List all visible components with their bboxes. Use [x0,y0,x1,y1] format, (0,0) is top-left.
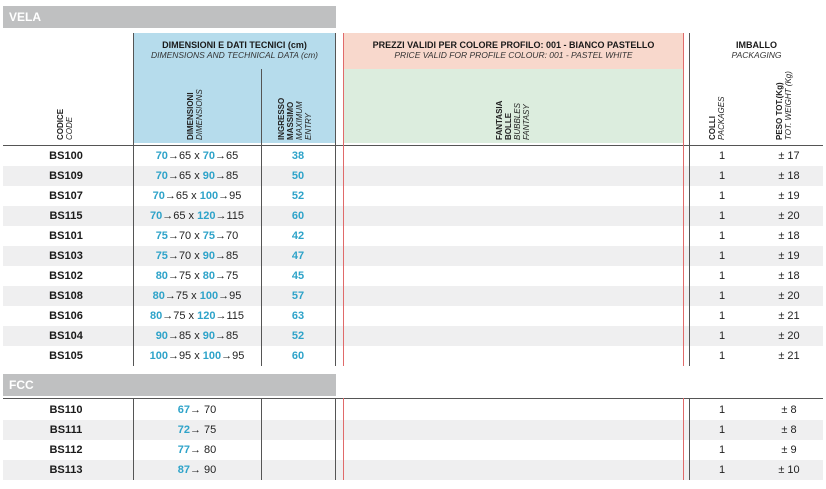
code-cell: BS106 [49,310,83,322]
col-line-4 [689,33,690,366]
peso-cell: ± 20 [778,290,800,302]
colli-header: COLLI PACKAGES [708,96,726,140]
dimensions-cell: 70→65 x 70→65 [155,150,239,162]
table-row [3,346,823,366]
col-line-2 [261,69,262,366]
code-cell: BS105 [49,350,83,362]
colli-cell: 1 [718,350,726,362]
fcc-col-line-2 [261,398,262,480]
dimensions-cell: 80→75 x 100→95 [152,290,242,302]
entry-cell: 52 [291,190,305,202]
fantasia-header: FANTASIA BOLLE BUBBLES FANTASY [495,100,531,140]
dimensions-title: DIMENSIONI E DATI TECNICI (cm) [162,40,307,50]
dimensions-cell: 87→ 90 [177,464,217,476]
colli-cell: 1 [718,310,726,322]
table-row [3,266,823,286]
dimensions-cell: 75→70 x 75→70 [155,230,239,242]
entry-cell: 47 [291,250,305,262]
peso-cell: ± 18 [778,170,800,182]
code-cell: BS111 [49,424,83,436]
colli-cell: 1 [718,250,726,262]
colli-cell: 1 [718,190,726,202]
price-subtitle: PRICE VALID FOR PROFILE COLOUR: 001 - PASTEL WHITE [394,50,633,60]
price-header [344,33,683,69]
colli-cell: 1 [718,444,726,456]
code-cell: BS112 [49,444,83,456]
fcc-col-line-3 [335,398,336,480]
fcc-col-line-red-2 [683,398,684,480]
peso-cell: ± 21 [778,350,800,362]
fcc-col-line-4 [689,398,690,480]
peso-cell: ± 19 [778,190,800,202]
dimensions-subtitle: DIMENSIONS AND TECHNICAL DATA (cm) [150,50,319,60]
code-cell: BS110 [49,404,83,416]
code-cell: BS113 [49,464,83,476]
code-cell: BS115 [49,210,83,222]
code-cell: BS101 [49,230,83,242]
dimensions-cell: 90→85 x 90→85 [155,330,239,342]
peso-cell: ± 19 [778,250,800,262]
colli-cell: 1 [718,464,726,476]
table-row [3,460,823,480]
entry-cell: 45 [291,270,305,282]
entry-cell: 50 [291,170,305,182]
entry-cell: 42 [291,230,305,242]
dimensions-cell: 72→ 75 [177,424,217,436]
table-row [3,400,823,420]
section-header-fcc: FCC [3,374,336,396]
packaging-header [690,33,823,69]
codice-header: CODICE CODE [56,108,74,140]
table-row [3,440,823,460]
table-row [3,206,823,226]
packaging-title: IMBALLO [736,40,777,50]
dimensions-cell: 70→65 x 100→95 [152,190,242,202]
colli-cell: 1 [718,270,726,282]
table-row [3,226,823,246]
dimensions-cell: 80→75 x 80→75 [155,270,239,282]
table-row [3,246,823,266]
peso-header: PESO TOT.(Kg) TOT. WEIGHT (Kg) [775,71,793,140]
code-cell: BS102 [49,270,83,282]
peso-cell: ± 20 [778,210,800,222]
colli-cell: 1 [718,404,726,416]
code-cell: BS100 [49,150,83,162]
peso-cell: ± 9 [781,444,797,456]
code-cell: BS104 [49,330,83,342]
peso-cell: ± 18 [778,270,800,282]
entry-cell: 60 [291,210,305,222]
entry-cell: 63 [291,310,305,322]
table-row [3,286,823,306]
dimensions-cell: 80→75 x 120→115 [149,310,244,322]
col-line-3 [335,33,336,366]
code-cell: BS103 [49,250,83,262]
dimensions-cell: 67→ 70 [177,404,217,416]
dimensions-cell: 77→ 80 [177,444,217,456]
table-row [3,326,823,346]
table-row [3,420,823,440]
entry-cell: 60 [291,350,305,362]
col-line-1 [133,33,134,366]
peso-cell: ± 21 [778,310,800,322]
peso-cell: ± 8 [781,424,797,436]
price-title: PREZZI VALIDI PER COLORE PROFILO: 001 - BIANCO PASTELLO [372,40,655,50]
peso-cell: ± 8 [781,404,797,416]
entry-cell: 57 [291,290,305,302]
colli-cell: 1 [718,330,726,342]
dimensions-cell: 70→65 x 90→85 [155,170,239,182]
dimensioni-header: DIMENSIONI DIMENSIONS [186,89,204,140]
code-cell: BS108 [49,290,83,302]
packaging-subtitle: PACKAGING [731,50,782,60]
peso-cell: ± 10 [778,464,800,476]
colli-cell: 1 [718,230,726,242]
col-line-red-1 [343,33,344,366]
peso-cell: ± 20 [778,330,800,342]
fcc-divider [3,398,823,399]
ingresso-header: INGRESSO MASSIMO MAXIMUM ENTRY [277,97,313,140]
code-cell: BS109 [49,170,83,182]
fcc-col-line-1 [133,398,134,480]
colli-cell: 1 [718,290,726,302]
dimensions-header [134,33,335,69]
colli-cell: 1 [718,150,726,162]
peso-cell: ± 18 [778,230,800,242]
col-line-red-2 [683,33,684,366]
colli-cell: 1 [718,170,726,182]
table-row [3,306,823,326]
entry-cell: 38 [291,150,305,162]
dimensions-cell: 70→65 x 120→115 [149,210,244,222]
entry-cell: 52 [291,330,305,342]
section-header-vela: VELA [3,6,336,28]
fcc-col-line-red-1 [343,398,344,480]
dimensions-cell: 75→70 x 90→85 [155,250,239,262]
peso-cell: ± 17 [778,150,800,162]
table-row [3,186,823,206]
dimensions-cell: 100→95 x 100→95 [149,350,245,362]
colli-cell: 1 [718,424,726,436]
table-row [3,146,823,166]
table-row [3,166,823,186]
code-cell: BS107 [49,190,83,202]
colli-cell: 1 [718,210,726,222]
